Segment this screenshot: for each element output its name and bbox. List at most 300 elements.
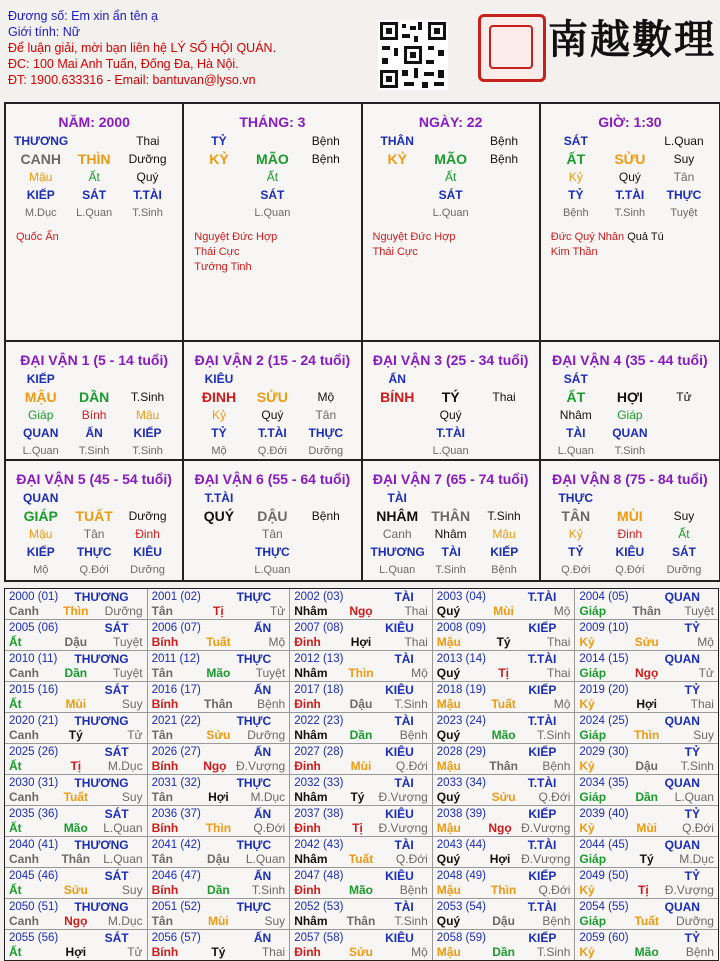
- year-god: ẤN: [253, 931, 272, 945]
- luck-hidden-god: [541, 543, 719, 561]
- year-pillar: [152, 914, 286, 928]
- year-state: T.Sinh: [394, 697, 428, 711]
- year-pillar: [9, 697, 143, 711]
- luck-hidden-state: [184, 561, 360, 579]
- year-label: 2040 (41): [9, 839, 59, 851]
- year-label: 2045 (46): [9, 870, 59, 882]
- year-head: [579, 838, 714, 852]
- year-state: T.Sinh: [537, 945, 571, 959]
- luck-hidden-item: Ất: [678, 527, 690, 541]
- year-god: KIÊU: [385, 745, 414, 759]
- year-pillar: [437, 914, 571, 928]
- year-branch: Sửu: [491, 790, 516, 804]
- year-state: L.Quan: [103, 852, 143, 866]
- year-state: Bệnh: [257, 697, 286, 711]
- pillar-hidden-god-item: TỶ: [568, 188, 584, 202]
- year-god: KIÊU: [385, 869, 414, 883]
- year-stem: Quý: [436, 604, 461, 618]
- year-head: [9, 838, 143, 852]
- luck-hidden-state-item: Q.Đới: [79, 564, 109, 576]
- year-state: Bệnh: [542, 759, 571, 773]
- luck-hidden-state-item: Dưỡng: [666, 564, 702, 576]
- pillar-hidden-god: [6, 186, 182, 204]
- year-state: Dưỡng: [104, 604, 143, 618]
- luck-stem-branch-item: HỢI: [616, 389, 643, 405]
- year-label: 2042 (43): [294, 839, 344, 851]
- pillar-hidden-state-item: Tuyệt: [670, 207, 698, 219]
- year-row: [5, 589, 718, 620]
- pillar-title: THÁNG: 3: [239, 114, 306, 130]
- luck-hidden-state-item: T.Sinh: [614, 445, 646, 457]
- year-pillar: [437, 821, 571, 835]
- luck-god: [184, 370, 360, 388]
- year-branch: Ngọ: [64, 914, 88, 928]
- year-cell: [5, 620, 148, 650]
- year-god: T.TÀI: [527, 590, 557, 604]
- pillar-hidden-item: Ất: [444, 170, 457, 184]
- year-cell: [5, 930, 148, 960]
- year-stem: Quý: [436, 666, 461, 680]
- year-branch: Hợi: [65, 945, 87, 959]
- luck-hidden-god-item: QUAN: [612, 426, 648, 440]
- year-pillar: [294, 914, 428, 928]
- year-state: Đ.Vượng: [521, 821, 571, 835]
- pillar-hidden: [541, 168, 719, 186]
- pillar-stem-branch-item: CANH: [20, 151, 61, 167]
- luck-stem-branch: [363, 388, 539, 406]
- year-state: Tuyệt: [113, 635, 143, 649]
- pillar-hidden-state-item: M.Dục: [24, 207, 57, 219]
- year-state: Mộ: [553, 604, 571, 618]
- year-state: Tử: [698, 666, 714, 680]
- year-stem: Canh: [9, 604, 39, 618]
- year-branch: Thìn: [63, 604, 89, 618]
- year-state: Bệnh: [399, 728, 428, 742]
- year-cell: [575, 806, 718, 836]
- year-cell: [148, 589, 291, 619]
- year-god: TỶ: [684, 745, 700, 759]
- year-cell: [290, 868, 433, 898]
- year-state: Tuyệt: [684, 604, 714, 618]
- year-state: Q.Đới: [395, 852, 428, 866]
- luck-hidden-god-item: KIÊU: [615, 545, 645, 559]
- year-cell: [575, 620, 718, 650]
- luck-hidden-item: Mậu: [135, 408, 160, 422]
- year-god: T.TÀI: [527, 838, 557, 852]
- year-stem: Nhâm: [294, 604, 328, 618]
- owner-name: Đương số: Em xin ẩn tên ạ: [8, 9, 158, 23]
- year-state: Suy: [121, 883, 143, 897]
- year-head: [152, 869, 286, 883]
- luck-stem-branch-item: ẤT: [566, 389, 586, 405]
- luck-hidden-state: [363, 442, 539, 460]
- year-head: [437, 869, 571, 883]
- year-state: Thai: [547, 666, 571, 680]
- year-state: T.Sinh: [251, 883, 286, 897]
- pillar-title: NĂM: 2000: [58, 114, 130, 130]
- year-stem: Nhâm: [294, 914, 328, 928]
- year-branch: Tị: [638, 883, 649, 897]
- luck-hidden: [6, 525, 182, 543]
- luck-stem-branch: [541, 388, 719, 406]
- year-pillar: [437, 790, 571, 804]
- year-head: [294, 776, 428, 790]
- year-stem: Kỷ: [579, 883, 595, 897]
- year-state: Suy: [121, 790, 143, 804]
- luck-hidden-state-item: L.Quan: [379, 564, 416, 576]
- pillar-stem-branch-item: KỶ: [387, 151, 407, 167]
- year-head: [579, 869, 714, 883]
- year-stem: Quý: [436, 790, 461, 804]
- year-pillar: [579, 790, 714, 804]
- year-label: 2044 (45): [579, 839, 629, 851]
- year-state: Mộ: [411, 945, 428, 959]
- star-name: [551, 230, 664, 245]
- year-head: [437, 807, 571, 821]
- luck-hidden-god: [6, 543, 182, 561]
- phone-email: ĐT: 1900.633316 - Email: bantuvan@lyso.vn: [8, 73, 256, 87]
- pillar-stem-branch: [184, 150, 360, 168]
- year-row: [5, 868, 718, 899]
- luck-hidden-state-item: Mộ: [33, 564, 49, 576]
- year-pillar: [437, 759, 571, 773]
- year-cell: [575, 930, 718, 960]
- year-label: 2019 (20): [579, 684, 629, 696]
- pillar-hidden-item: Kỷ: [568, 170, 583, 184]
- year-cell: [433, 713, 576, 743]
- year-label: 2009 (10): [579, 622, 629, 634]
- year-row: [5, 806, 718, 837]
- luck-hidden-state: [6, 561, 182, 579]
- luck-stem-branch: [184, 388, 360, 406]
- luck-stem-branch-item: Thai: [492, 390, 516, 404]
- luck-cell: [541, 342, 719, 461]
- year-stem: Bính: [151, 759, 179, 773]
- luck-stem-branch-item: TÂN: [561, 508, 591, 524]
- pillar-stem-branch-item: SỬU: [614, 151, 646, 167]
- luck-god: [541, 370, 719, 388]
- year-god: KIẾP: [528, 621, 557, 635]
- pillar-hidden-item: Quý: [618, 170, 641, 184]
- year-god: KIẾP: [528, 931, 557, 945]
- year-god: KIÊU: [385, 621, 414, 635]
- year-state: Thai: [404, 635, 428, 649]
- year-stem: Ất: [9, 821, 22, 835]
- year-cell: [5, 837, 148, 867]
- year-head: [294, 621, 428, 635]
- year-cell: [148, 620, 291, 650]
- year-stem: Bính: [151, 945, 179, 959]
- luck-hidden-god-item: T.TÀI: [436, 426, 465, 440]
- chart-grid: [4, 102, 720, 582]
- year-head: [9, 776, 143, 790]
- year-label: 2010 (11): [9, 653, 58, 665]
- luck-hidden-god: [363, 543, 539, 561]
- luck-hidden-item: Giáp: [617, 408, 643, 422]
- year-branch: Dậu: [349, 697, 373, 711]
- year-row: [5, 713, 718, 744]
- year-pillar: [152, 821, 286, 835]
- luck-hidden-state-item: Q.Đới: [257, 445, 287, 457]
- luck-cell: [184, 461, 362, 580]
- luck-hidden-item: Tân: [315, 408, 337, 422]
- luck-hidden-state: [363, 561, 539, 579]
- year-branch: Tuất: [491, 697, 516, 711]
- year-stem: Quý: [436, 914, 461, 928]
- year-pillar: [437, 666, 571, 680]
- pillar-stars: [16, 230, 59, 245]
- year-state: Tử: [127, 728, 143, 742]
- year-pillar: [579, 697, 714, 711]
- luck-hidden-god-item: TÀI: [441, 545, 461, 559]
- year-state: Tử: [269, 604, 286, 618]
- luck-hidden-item: Nhâm: [434, 527, 467, 541]
- year-pillar: [579, 759, 714, 773]
- year-label: 2026 (27): [151, 746, 201, 758]
- luck-stem-branch-item: SỬU: [256, 389, 288, 405]
- year-branch: Dậu: [64, 635, 88, 649]
- year-row: [5, 775, 718, 806]
- luck-hidden-item: Quý: [439, 408, 462, 422]
- year-god: THƯƠNG: [74, 776, 129, 790]
- year-god: T.TÀI: [527, 900, 557, 914]
- luck-stem-branch-item: Tử: [676, 390, 692, 404]
- year-cell: [148, 899, 291, 929]
- pillar-hidden-god-item: T.TÀI: [133, 188, 162, 202]
- year-god: THƯƠNG: [74, 900, 129, 914]
- year-state: Bệnh: [542, 914, 571, 928]
- star-name: Đức Quý Nhân: [550, 231, 628, 243]
- year-branch: Mùi: [208, 914, 229, 928]
- year-state: Q.Đới: [395, 759, 428, 773]
- year-label: 2015 (16): [9, 684, 59, 696]
- luck-hidden-god: [541, 424, 719, 442]
- pillar-god-item: THÂN: [380, 134, 414, 148]
- luck-title: ĐẠI VẬN 2 (15 - 24 tuổi): [194, 352, 351, 368]
- luck-stem-branch-item: ĐINH: [201, 389, 237, 405]
- year-state: Bệnh: [399, 883, 428, 897]
- year-head: [9, 683, 143, 697]
- year-pillar: [437, 852, 571, 866]
- year-label: 2046 (47): [151, 870, 201, 882]
- year-stem: Kỷ: [579, 697, 595, 711]
- year-cell: [148, 651, 291, 681]
- luck-title: ĐẠI VẬN 7 (65 - 74 tuổi): [372, 471, 529, 487]
- year-stem: Nhâm: [294, 728, 328, 742]
- year-branch: Dần: [64, 666, 88, 680]
- year-state: Q.Đới: [538, 790, 571, 804]
- pillar-hidden-god-item: THỰC: [666, 188, 702, 202]
- year-cell: [5, 651, 148, 681]
- year-head: [152, 776, 286, 790]
- year-head: [579, 590, 714, 604]
- year-cell: [148, 775, 291, 805]
- year-head: [9, 652, 143, 666]
- year-pillar: [294, 728, 428, 742]
- year-state: Q.Đới: [682, 821, 714, 835]
- year-cell: [575, 744, 718, 774]
- year-head: [152, 590, 286, 604]
- year-head: [437, 745, 571, 759]
- year-pillar: [152, 604, 286, 618]
- luck-hidden-state: [184, 442, 360, 460]
- year-god: T.TÀI: [527, 714, 557, 728]
- year-cell: [433, 589, 576, 619]
- year-branch: Sửu: [634, 635, 659, 649]
- year-state: M.Dục: [107, 759, 143, 773]
- year-stem: Canh: [9, 914, 39, 928]
- year-label: 2048 (49): [436, 870, 487, 882]
- year-branch: Ngọ: [635, 666, 659, 680]
- pillar-hidden-god-item: T.TÀI: [615, 188, 645, 202]
- year-cell: [290, 837, 433, 867]
- year-state: Dưỡng: [676, 914, 714, 928]
- year-cell: [433, 651, 576, 681]
- year-cell: [290, 682, 433, 712]
- luck-hidden-state-item: Q.Đới: [615, 564, 645, 576]
- year-label: 2023 (24): [436, 715, 487, 727]
- luck-hidden-item: Quý: [261, 408, 284, 422]
- year-branch: Dần: [492, 945, 515, 959]
- luck-hidden-god-item: KIẾP: [133, 426, 162, 440]
- luck-hidden-item: Mậu: [29, 527, 53, 541]
- luck-stem-branch-item: TUẤT: [75, 508, 113, 524]
- year-branch: Tuất: [634, 914, 659, 928]
- year-god: ẤN: [253, 683, 272, 697]
- year-row: [5, 682, 718, 713]
- year-pillar: [579, 914, 714, 928]
- year-god: TÀI: [394, 714, 414, 728]
- year-stem: Tân: [151, 666, 173, 680]
- year-cell: [148, 930, 291, 960]
- luck-hidden-god-item: KIẾP: [490, 545, 519, 559]
- year-stem: Đinh: [294, 697, 321, 711]
- year-pillar: [9, 728, 143, 742]
- year-branch: Tý: [68, 728, 83, 742]
- year-row: [5, 899, 718, 930]
- year-pillar: [152, 759, 286, 773]
- pillar-god-item: TỶ: [211, 134, 227, 148]
- pillar-hidden-item: Ất: [88, 170, 100, 184]
- year-god: QUAN: [664, 714, 700, 728]
- year-pillar: [437, 883, 571, 897]
- year-pillar: [294, 852, 428, 866]
- year-cell: [433, 837, 576, 867]
- luck-cell: [363, 342, 541, 461]
- year-god: T.TÀI: [527, 776, 557, 790]
- year-god: TÀI: [394, 652, 414, 666]
- year-state: Mộ: [553, 697, 571, 711]
- year-stem: Giáp: [579, 914, 607, 928]
- year-cell: [290, 899, 433, 929]
- year-head: [9, 869, 143, 883]
- year-head: [437, 776, 571, 790]
- luck-hidden: [363, 525, 539, 543]
- year-pillar: [152, 635, 286, 649]
- pillar-hidden-god-item: KIẾP: [26, 188, 55, 202]
- year-branch: Hợi: [636, 697, 657, 711]
- pillar-god-item: Bệnh: [490, 134, 519, 148]
- year-branch: Dần: [349, 728, 373, 742]
- annual-table: [4, 588, 719, 961]
- year-cell: [290, 806, 433, 836]
- year-label: 2008 (09): [436, 622, 487, 634]
- year-pillar: [437, 604, 571, 618]
- year-label: 2021 (22): [151, 715, 201, 727]
- year-pillar: [294, 604, 428, 618]
- pillar-hidden: [6, 168, 182, 186]
- year-stem: Nhâm: [294, 666, 328, 680]
- luck-hidden-god-item: KIẾP: [26, 545, 55, 559]
- year-cell: [5, 589, 148, 619]
- year-pillar: [9, 604, 143, 618]
- year-label: 2016 (17): [151, 684, 201, 696]
- year-label: 2037 (38): [294, 808, 344, 820]
- year-stem: Quý: [436, 852, 461, 866]
- year-head: [437, 621, 571, 635]
- year-stem: Mậu: [436, 883, 461, 897]
- pillar-stars: [551, 230, 664, 260]
- luck-title: ĐẠI VẬN 4 (35 - 44 tuổi): [552, 352, 708, 368]
- year-branch: Hợi: [208, 790, 229, 804]
- year-cell: [433, 620, 576, 650]
- luck-hidden-state-item: L.Quan: [22, 445, 59, 457]
- year-label: 2033 (34): [436, 777, 487, 789]
- pillar-stem-branch-item: THÌN: [77, 151, 111, 167]
- year-state: Mộ: [411, 666, 428, 680]
- luck-god: [541, 489, 719, 507]
- year-branch: Mùi: [493, 604, 514, 618]
- star-name: Quả Tú: [627, 231, 664, 243]
- year-god: THƯƠNG: [74, 652, 129, 666]
- year-head: [294, 838, 428, 852]
- luck-stem-branch-item: T.Sinh: [130, 390, 165, 404]
- year-god: TÀI: [394, 900, 414, 914]
- year-label: 2011 (12): [151, 653, 200, 665]
- year-god: TỶ: [684, 621, 700, 635]
- year-label: 2032 (33): [294, 777, 344, 789]
- year-state: Bệnh: [685, 945, 714, 959]
- year-cell: [148, 713, 291, 743]
- pillar-cell: [541, 104, 719, 342]
- year-pillar: [579, 728, 714, 742]
- luck-cell: [363, 461, 541, 580]
- year-god: THỰC: [236, 714, 272, 728]
- year-god: QUAN: [664, 838, 700, 852]
- star-name: Nguyệt Đức Hợp: [372, 231, 456, 243]
- year-stem: Ất: [9, 945, 22, 959]
- year-god: T.TÀI: [527, 652, 557, 666]
- pillar-stars: [194, 230, 277, 275]
- luck-stem-branch-item: DẦN: [78, 389, 110, 405]
- year-branch: Mão: [206, 666, 231, 680]
- year-cell: [575, 589, 718, 619]
- year-pillar: [579, 883, 714, 897]
- year-god: KIẾP: [528, 807, 557, 821]
- year-god: QUAN: [664, 900, 700, 914]
- luck-hidden-state: [541, 561, 719, 579]
- year-cell: [433, 806, 576, 836]
- year-god: THƯƠNG: [74, 714, 129, 728]
- year-god: SÁT: [104, 745, 129, 759]
- year-label: 2024 (25): [579, 715, 629, 727]
- year-branch: Tuất: [348, 852, 374, 866]
- pillar-god: [363, 132, 539, 150]
- luck-hidden-god: [184, 543, 360, 561]
- luck-title: ĐẠI VẬN 5 (45 - 54 tuổi): [16, 471, 172, 487]
- luck-hidden: [184, 406, 360, 424]
- pillar-hidden: [363, 168, 539, 186]
